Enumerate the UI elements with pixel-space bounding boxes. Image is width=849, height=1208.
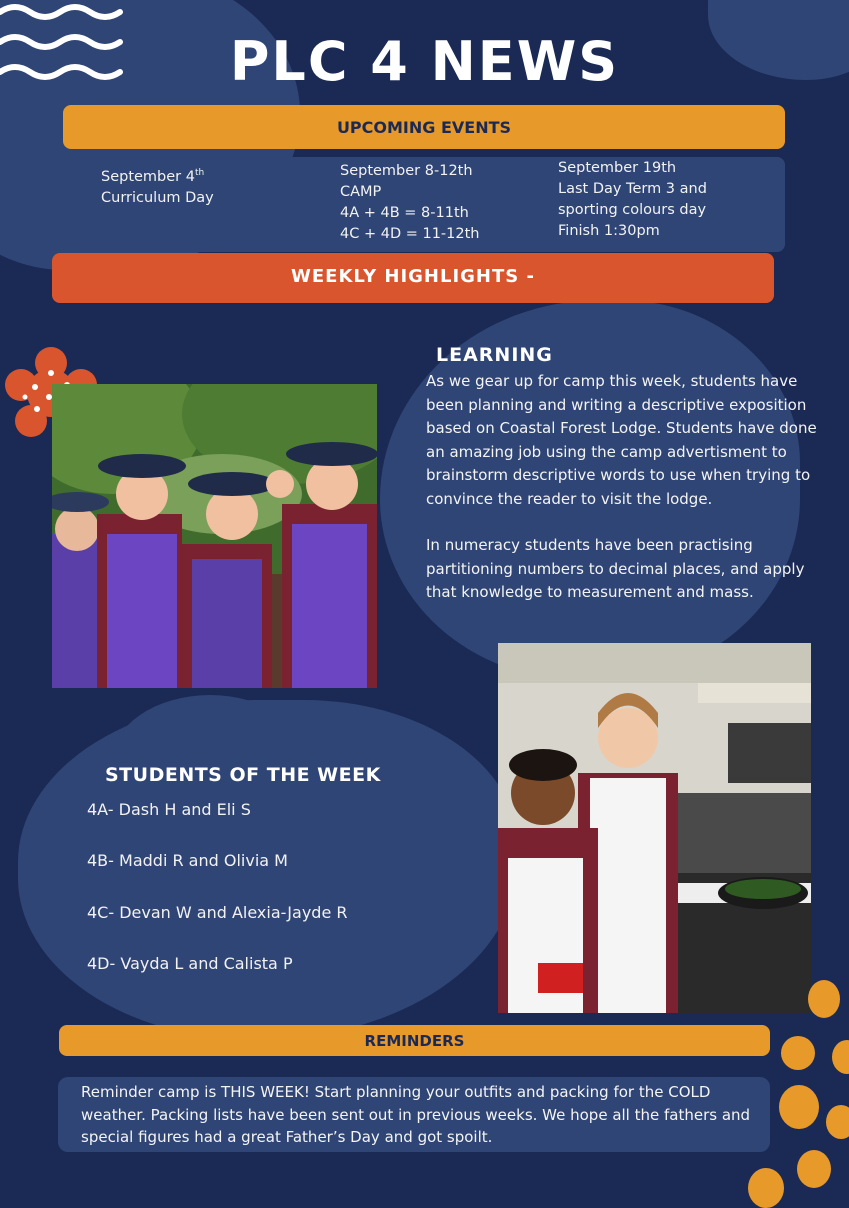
cooking-class-photo [498, 643, 811, 1013]
event-2-line: 4A + 4B = 8-11th [340, 205, 469, 221]
reminders-bar [59, 1025, 770, 1056]
event-3-line: Finish 1:30pm [558, 223, 660, 239]
weekly-highlights-bar [52, 253, 774, 303]
upcoming-events-bar [63, 105, 785, 149]
event-2-line: September 8-12th [340, 163, 473, 179]
upcoming-events-heading: UPCOMING EVENTS [336, 118, 512, 137]
students-of-week-heading: STUDENTS OF THE WEEK [105, 764, 381, 786]
learning-paragraph-2: In numeracy students have been practising partitioning numbers to decimal places, and apply that knowledge to measurement and mass. [426, 536, 805, 601]
event-2-line: 4C + 4D = 11-12th [340, 226, 480, 242]
reminders-text: Reminder camp is THIS WEEK! Start planning your outfits and packing for the COLD weather. Packing lists have been sent out in previous weeks. We hope all the fathers and special figures had a great Father’s Day and got spoilt. [81, 1083, 751, 1146]
reminders-heading: REMINDERS [364, 1032, 465, 1050]
student-of-week-item: 4C- Devan W and Alexia-Jayde R [87, 903, 348, 922]
event-3-line: sporting colours day [558, 202, 707, 218]
event-1-label: Curriculum Day [101, 189, 214, 206]
learning-paragraph-1: As we gear up for camp this week, students have been planning and writing a descriptive exposition based on Coastal Forest Lodge. Students have done an amazing job using the camp advertisment to brainstorm descriptive words to use when trying to convince the reader to visit the lodge. [426, 372, 817, 508]
event-2 [340, 161, 480, 245]
event-3 [558, 158, 707, 242]
decor-dot [779, 1085, 819, 1129]
students-outdoor-photo [52, 384, 377, 688]
event-1-date: September 4 [101, 168, 195, 185]
decor-dot [781, 1036, 815, 1070]
decor-dot [832, 1040, 849, 1074]
decor-dot [808, 980, 840, 1018]
student-of-week-item: 4D- Vayda L and Calista P [87, 954, 293, 973]
decor-dot [826, 1105, 849, 1139]
event-3-line: September 19th [558, 160, 677, 176]
event-2-line: CAMP [340, 184, 382, 200]
page-title: PLC 4 NEWS [229, 30, 620, 93]
learning-heading: LEARNING [436, 344, 553, 366]
student-of-week-item: 4B- Maddi R and Olivia M [87, 851, 288, 870]
student-of-week-item: 4A- Dash H and Eli S [87, 800, 251, 819]
decor-dot [797, 1150, 831, 1188]
weekly-highlights-heading: WEEKLY HIGHLIGHTS - [291, 266, 535, 287]
decor-dot [748, 1168, 784, 1208]
learning-text [426, 370, 826, 605]
event-1 [101, 161, 214, 209]
event-3-line: Last Day Term 3 and [558, 181, 707, 197]
event-1-sup: th [194, 168, 205, 178]
